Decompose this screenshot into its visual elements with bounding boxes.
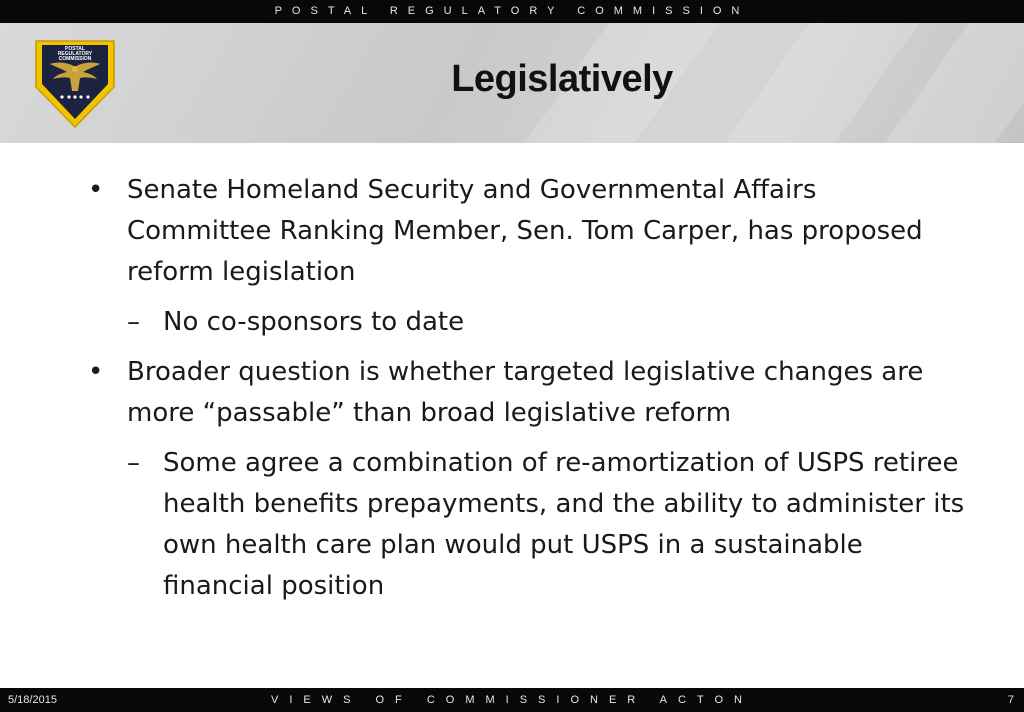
slide-title: Legislatively — [451, 58, 673, 100]
sub-bullet-marker: – — [127, 448, 140, 478]
top-banner-text: POSTAL REGULATORY COMMISSION — [274, 5, 750, 17]
bullet-text: Senate Homeland Security and Governmental Affairs Committee Ranking Member, Sen. Tom Carper, has proposed reform legislation — [127, 175, 923, 287]
bullet-item — [86, 170, 966, 293]
page-number: 7 — [1007, 694, 1014, 706]
slide-header — [0, 23, 1024, 143]
slide-content — [86, 170, 966, 616]
logo-line-1: POSTAL — [65, 46, 85, 52]
bullet-marker: • — [88, 175, 104, 205]
bullet-text: Broader question is whether targeted legislative changes are more “passable” than broad legislative reform — [127, 357, 924, 428]
sub-bullet-marker: – — [127, 307, 140, 337]
bullet-item — [86, 352, 966, 434]
slide-footer — [0, 688, 1024, 712]
sub-bullet-item — [86, 443, 966, 607]
sub-bullet-item — [86, 302, 966, 343]
logo-line-2: REGULATORY — [57, 51, 93, 57]
sub-bullet-text: Some agree a combination of re-amortization of USPS retiree health benefits prepayments, and the ability to administer its own health care plan would put USPS in a sustainable financial position — [163, 448, 965, 601]
logo-line-3: COMMISSION — [58, 56, 92, 62]
footer-date: 5/18/2015 — [8, 694, 57, 706]
top-banner — [0, 0, 1024, 23]
bullet-marker: • — [88, 357, 104, 387]
sub-bullet-text: No co-sponsors to date — [163, 307, 465, 337]
footer-text: VIEWS OF COMMISSIONER ACTON — [271, 694, 753, 706]
